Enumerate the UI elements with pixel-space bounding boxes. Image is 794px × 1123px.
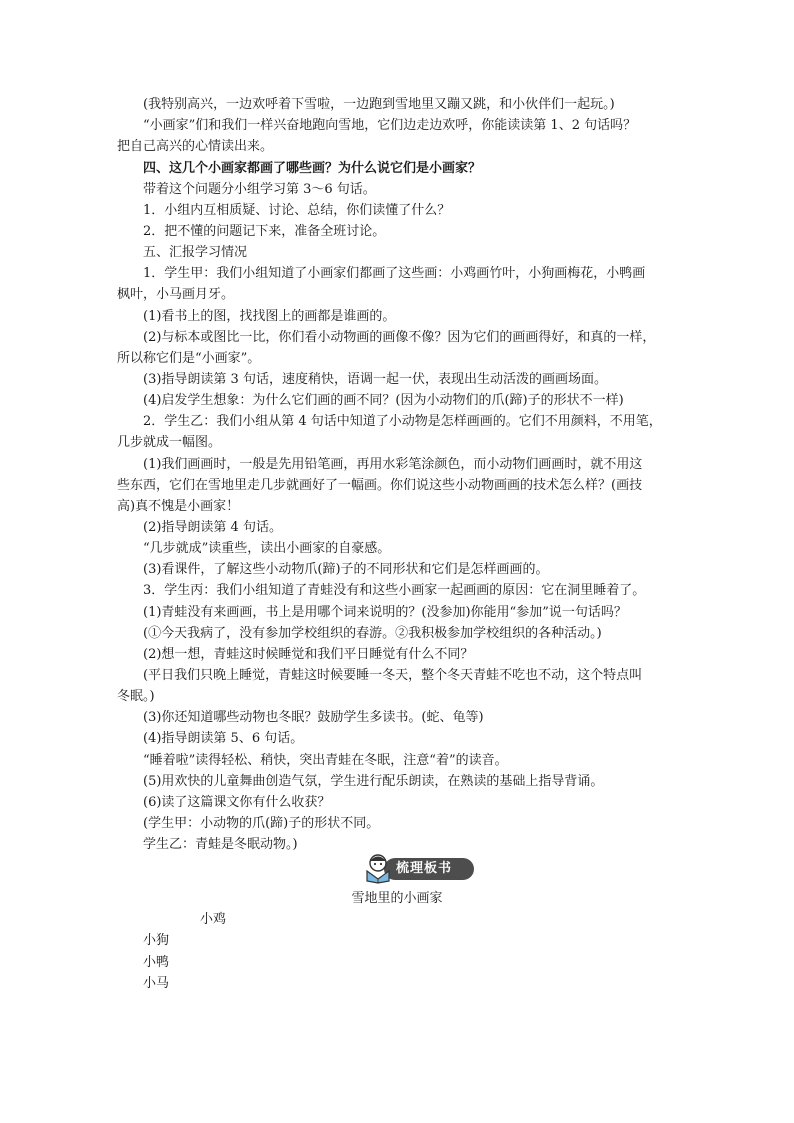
text-line: 冬眠。) [117, 689, 155, 704]
text-line: (6)读了这篇课文你有什么收获？ [143, 795, 331, 810]
text-line: (1)青蛙没有来画画，书上是用哪个词来说明的？(没参加)你能用“参加”说一句话吗？ [143, 605, 627, 620]
text-line: (2)指导朗读第 4 句话。 [143, 520, 282, 535]
text-line: (我特别高兴，一边欢呼着下雪啦，一边跑到雪地里又蹦又跳，和小伙伴们一起玩。) [143, 97, 615, 112]
board-header [117, 852, 677, 886]
section-heading: 四、这几个小画家都画了哪些画？为什么说它们是小画家？ [143, 161, 482, 176]
text-line: 高)真不愧是小画家！ [117, 499, 240, 514]
text-line: 些东西，它们在雪地里走几步就画好了一幅画。你们说这些小动物画画的技术怎么样？(画技 [117, 478, 643, 493]
text-line: “几步就成”读重些，读出小画家的自豪感。 [143, 541, 391, 556]
text-line: (1)看书上的图，找找图上的画都是谁画的。 [143, 309, 396, 324]
board-badge [362, 852, 476, 884]
board-item: 小狗 [143, 933, 170, 948]
text-line: 2．把不懂的问题记下来，准备全班讨论。 [143, 224, 386, 239]
text-line: (4)指导朗读第 5、6 句话。 [143, 731, 304, 746]
text-line: 2．学生乙：我们小组从第 4 句话中知道了小动物是怎样画画的。它们不用颜料，不用笔， [143, 414, 662, 429]
text-line: (3)你还知道哪些动物也冬眠？鼓励学生多读书。(蛇、龟等) [143, 710, 484, 725]
text-line: 几步就成一幅图。 [117, 435, 222, 450]
board-item: 小鸡 [200, 912, 227, 927]
text-line: 枫叶，小马画月牙。 [117, 287, 235, 302]
text-line: (3)指导朗读第 3 句话，速度稍快，语调一起一伏，表现出生动活泼的画画场面。 [143, 372, 607, 387]
text-line: (4)启发学生想象：为什么它们画的画不同？(因为小动物们的爪(蹄)子的形状不一样) [143, 393, 624, 408]
text-line: (①今天我病了，没有参加学校组织的春游。②我积极参加学校组织的各种活动。) [143, 626, 602, 641]
text-line: (1)我们画画时，一般是先用铅笔画，再用水彩笔涂颜色，而小动物们画画时，就不用这 [143, 457, 643, 472]
text-line: (2)与标本或图比一比，你们看小动物画的画像不像？因为它们的画画得好，和真的一样， [143, 330, 656, 345]
board-item: 小鸭 [143, 955, 170, 970]
text-line: (5)用欢快的儿童舞曲创造气氛，学生进行配乐朗读，在熟读的基础上指导背诵。 [143, 774, 604, 789]
board-title: 雪地里的小画家 [351, 891, 443, 906]
text-line: (平日我们只晚上睡觉，青蛙这时候要睡一冬天，整个冬天青蛙不吃也不动，这个特点叫 [143, 668, 643, 683]
text-line: 把自己高兴的心情读出来。 [117, 139, 274, 154]
text-line: 所以称它们是“小画家”。 [117, 351, 261, 366]
text-line: “睡着啦”读得轻松、稍快，突出青蛙在冬眠，注意“着”的读音。 [143, 753, 508, 768]
board-item: 小马 [143, 976, 170, 991]
text-line: (2)想一想，青蛙这时候睡觉和我们平日睡觉有什么不同？ [143, 647, 474, 662]
text-line: 1．小组内互相质疑、讨论、总结，你们读懂了什么？ [143, 203, 451, 218]
text-line: 1．学生甲：我们小组知道了小画家们都画了这些画：小鸡画竹叶，小狗画梅花，小鸭画 [143, 266, 646, 281]
text-line: “小画家”们和我们一样兴奋地跑向雪地，它们边走边欢呼，你能读读第 1、2 句话吗？ [143, 118, 637, 133]
section-heading: 五、汇报学习情况 [143, 245, 248, 260]
board-badge-label: 梳理板书 [396, 861, 453, 876]
text-line: 带着这个问题分小组学习第 3～6 句话。 [143, 182, 376, 197]
text-line: 学生乙：青蛙是冬眠动物。) [143, 837, 298, 852]
text-line: (学生甲：小动物的爪(蹄)子的形状不同。 [143, 816, 380, 831]
text-line: (3)看课件，了解这些小动物爪(蹄)子的不同形状和它们是怎样画画的。 [143, 562, 549, 577]
text-line: 3．学生丙：我们小组知道了青蛙没有和这些小画家一起画画的原因：它在洞里睡着了。 [143, 583, 646, 598]
